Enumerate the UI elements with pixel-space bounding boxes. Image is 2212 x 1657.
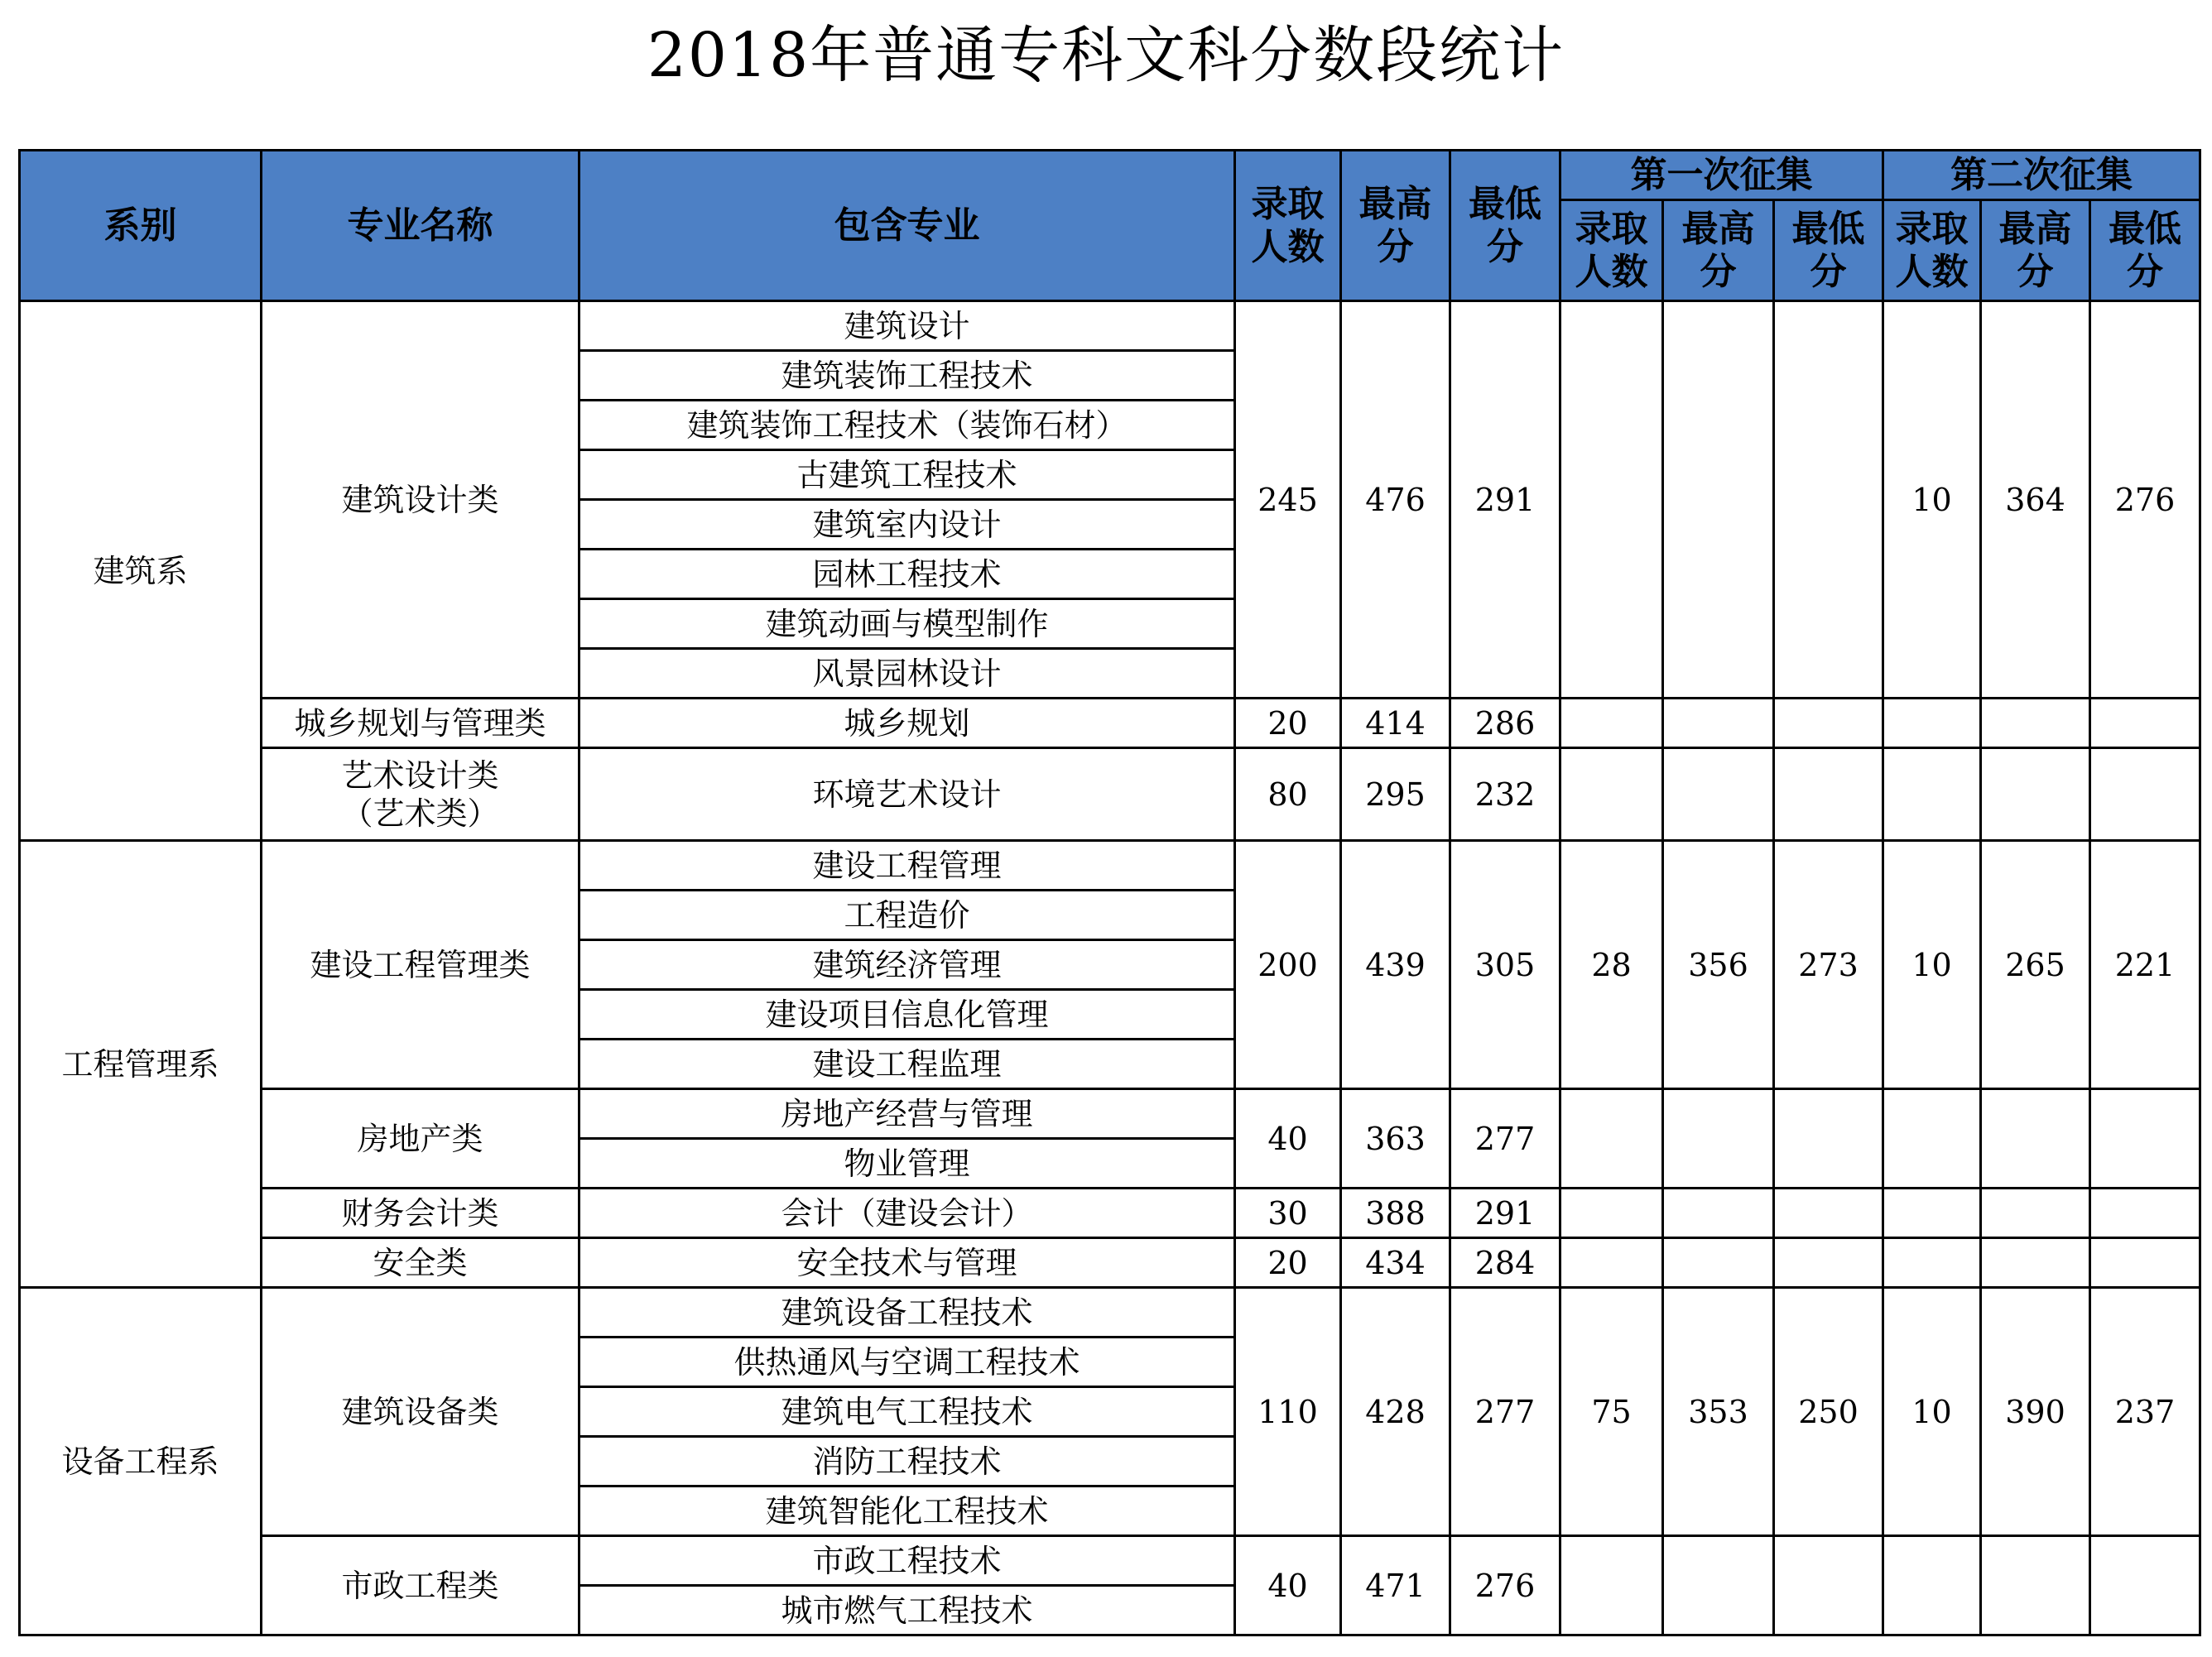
min-score-cell: 291 [1450,1189,1560,1238]
header-round1-max: 最高 分 [1663,200,1774,301]
department-cell: 设备工程系 [20,1288,262,1635]
category-cell: 建筑设计类 [262,301,579,699]
category-cell: 艺术设计类 （艺术类） [262,748,579,841]
enrolled-cell: 40 [1235,1536,1341,1635]
min-score-cell: 305 [1450,841,1560,1089]
round2-enrolled-cell [1883,1189,1981,1238]
major-cell: 城市燃气工程技术 [579,1586,1235,1635]
major-cell: 建筑经济管理 [579,940,1235,990]
enrolled-cell: 110 [1235,1288,1341,1536]
round1-max-cell: 356 [1663,841,1774,1089]
round1-min-cell: 273 [1774,841,1883,1089]
category-cell: 财务会计类 [262,1189,579,1238]
header-round1-enrolled: 录取 人数 [1560,200,1663,301]
round2-enrolled-cell: 10 [1883,1288,1981,1536]
major-cell: 建筑室内设计 [579,500,1235,550]
round1-max-cell [1663,301,1774,699]
min-score-cell: 277 [1450,1089,1560,1189]
min-score-cell: 291 [1450,301,1560,699]
round1-max-cell [1663,1089,1774,1189]
category-cell: 房地产类 [262,1089,579,1189]
major-cell: 消防工程技术 [579,1437,1235,1486]
round1-enrolled-cell [1560,1238,1663,1288]
header-min-score: 最低 分 [1450,151,1560,301]
major-cell: 建设项目信息化管理 [579,990,1235,1040]
round1-enrolled-cell [1560,1536,1663,1635]
round2-max-cell [1981,1189,2090,1238]
round1-enrolled-cell [1560,699,1663,748]
round2-min-cell: 221 [2090,841,2200,1089]
major-cell: 物业管理 [579,1139,1235,1189]
header-majors: 包含专业 [579,151,1235,301]
round2-enrolled-cell [1883,699,1981,748]
round2-min-cell [2090,748,2200,841]
round2-max-cell: 390 [1981,1288,2090,1536]
enrolled-cell: 20 [1235,1238,1341,1288]
table-row [20,301,2200,351]
table-row [20,1089,2200,1139]
round1-min-cell [1774,699,1883,748]
header-round1-min: 最低 分 [1774,200,1883,301]
round2-enrolled-cell [1883,1089,1981,1189]
page-title: 2018年普通专科文科分数段统计 [647,20,1565,91]
header-category: 专业名称 [262,151,579,301]
round1-min-cell: 250 [1774,1288,1883,1536]
major-cell: 建筑装饰工程技术（装饰石材） [579,401,1235,450]
category-cell: 建筑设备类 [262,1288,579,1536]
round1-max-cell [1663,1189,1774,1238]
round1-max-cell [1663,748,1774,841]
category-cell: 安全类 [262,1238,579,1288]
round1-enrolled-cell: 75 [1560,1288,1663,1536]
min-score-cell: 232 [1450,748,1560,841]
round2-max-cell [1981,699,2090,748]
header-round2: 第二次征集 [1883,151,2200,200]
round2-max-cell: 265 [1981,841,2090,1089]
round1-enrolled-cell: 28 [1560,841,1663,1089]
round2-max-cell: 364 [1981,301,2090,699]
round2-enrolled-cell: 10 [1883,301,1981,699]
round2-min-cell [2090,1536,2200,1635]
major-cell: 工程造价 [579,891,1235,940]
department-cell: 建筑系 [20,301,262,841]
max-score-cell: 388 [1341,1189,1450,1238]
enrolled-cell: 40 [1235,1089,1341,1189]
round1-enrolled-cell [1560,748,1663,841]
round2-max-cell [1981,1238,2090,1288]
table-row [20,1536,2200,1586]
max-score-cell: 471 [1341,1536,1450,1635]
round2-min-cell [2090,699,2200,748]
major-cell: 建设工程监理 [579,1040,1235,1089]
major-cell: 建筑电气工程技术 [579,1387,1235,1437]
round1-max-cell: 353 [1663,1288,1774,1536]
min-score-cell: 276 [1450,1536,1560,1635]
header-max-score: 最高 分 [1341,151,1450,301]
round1-min-cell [1774,748,1883,841]
round2-min-cell: 276 [2090,301,2200,699]
header-dept: 系别 [20,151,262,301]
round2-min-cell [2090,1089,2200,1189]
round1-min-cell [1774,1536,1883,1635]
round2-max-cell [1981,1536,2090,1635]
score-statistics-table [18,149,2201,1636]
table-row [20,1238,2200,1288]
major-cell: 环境艺术设计 [579,748,1235,841]
round2-enrolled-cell [1883,1536,1981,1635]
min-score-cell: 286 [1450,699,1560,748]
round2-max-cell [1981,1089,2090,1189]
header-round1: 第一次征集 [1560,151,1883,200]
round2-enrolled-cell [1883,748,1981,841]
enrolled-cell: 80 [1235,748,1341,841]
round1-max-cell [1663,1238,1774,1288]
major-cell: 古建筑工程技术 [579,450,1235,500]
max-score-cell: 476 [1341,301,1450,699]
round1-max-cell [1663,1536,1774,1635]
header-round2-enrolled: 录取 人数 [1883,200,1981,301]
major-cell: 供热通风与空调工程技术 [579,1338,1235,1387]
round1-min-cell [1774,1238,1883,1288]
major-cell: 建筑设计 [579,301,1235,351]
round1-enrolled-cell [1560,1089,1663,1189]
major-cell: 会计（建设会计） [579,1189,1235,1238]
max-score-cell: 295 [1341,748,1450,841]
category-cell: 市政工程类 [262,1536,579,1635]
enrolled-cell: 200 [1235,841,1341,1089]
department-cell: 工程管理系 [20,841,262,1288]
max-score-cell: 439 [1341,841,1450,1089]
table-row [20,748,2200,841]
category-cell: 城乡规划与管理类 [262,699,579,748]
category-cell: 建设工程管理类 [262,841,579,1089]
table-row [20,1189,2200,1238]
max-score-cell: 434 [1341,1238,1450,1288]
major-cell: 建筑智能化工程技术 [579,1486,1235,1536]
table-row [20,841,2200,891]
max-score-cell: 428 [1341,1288,1450,1536]
header-enrolled: 录取 人数 [1235,151,1341,301]
enrolled-cell: 20 [1235,699,1341,748]
round2-min-cell: 237 [2090,1288,2200,1536]
major-cell: 建筑动画与模型制作 [579,599,1235,649]
min-score-cell: 277 [1450,1288,1560,1536]
round2-enrolled-cell [1883,1238,1981,1288]
major-cell: 建筑设备工程技术 [579,1288,1235,1338]
major-cell: 建设工程管理 [579,841,1235,891]
header-round2-min: 最低 分 [2090,200,2200,301]
major-cell: 安全技术与管理 [579,1238,1235,1288]
table-row [20,699,2200,748]
major-cell: 城乡规划 [579,699,1235,748]
enrolled-cell: 245 [1235,301,1341,699]
round1-enrolled-cell [1560,1189,1663,1238]
round1-min-cell [1774,301,1883,699]
round1-min-cell [1774,1089,1883,1189]
enrolled-cell: 30 [1235,1189,1341,1238]
table-body [20,301,2200,1635]
round2-min-cell [2090,1238,2200,1288]
round1-max-cell [1663,699,1774,748]
round1-enrolled-cell [1560,301,1663,699]
major-cell: 园林工程技术 [579,550,1235,599]
table-row [20,1288,2200,1338]
round1-min-cell [1774,1189,1883,1238]
major-cell: 建筑装饰工程技术 [579,351,1235,401]
min-score-cell: 284 [1450,1238,1560,1288]
round2-max-cell [1981,748,2090,841]
major-cell: 市政工程技术 [579,1536,1235,1586]
header-round2-max: 最高 分 [1981,200,2090,301]
round2-enrolled-cell: 10 [1883,841,1981,1089]
major-cell: 房地产经营与管理 [579,1089,1235,1139]
max-score-cell: 363 [1341,1089,1450,1189]
major-cell: 风景园林设计 [579,649,1235,699]
max-score-cell: 414 [1341,699,1450,748]
round2-min-cell [2090,1189,2200,1238]
